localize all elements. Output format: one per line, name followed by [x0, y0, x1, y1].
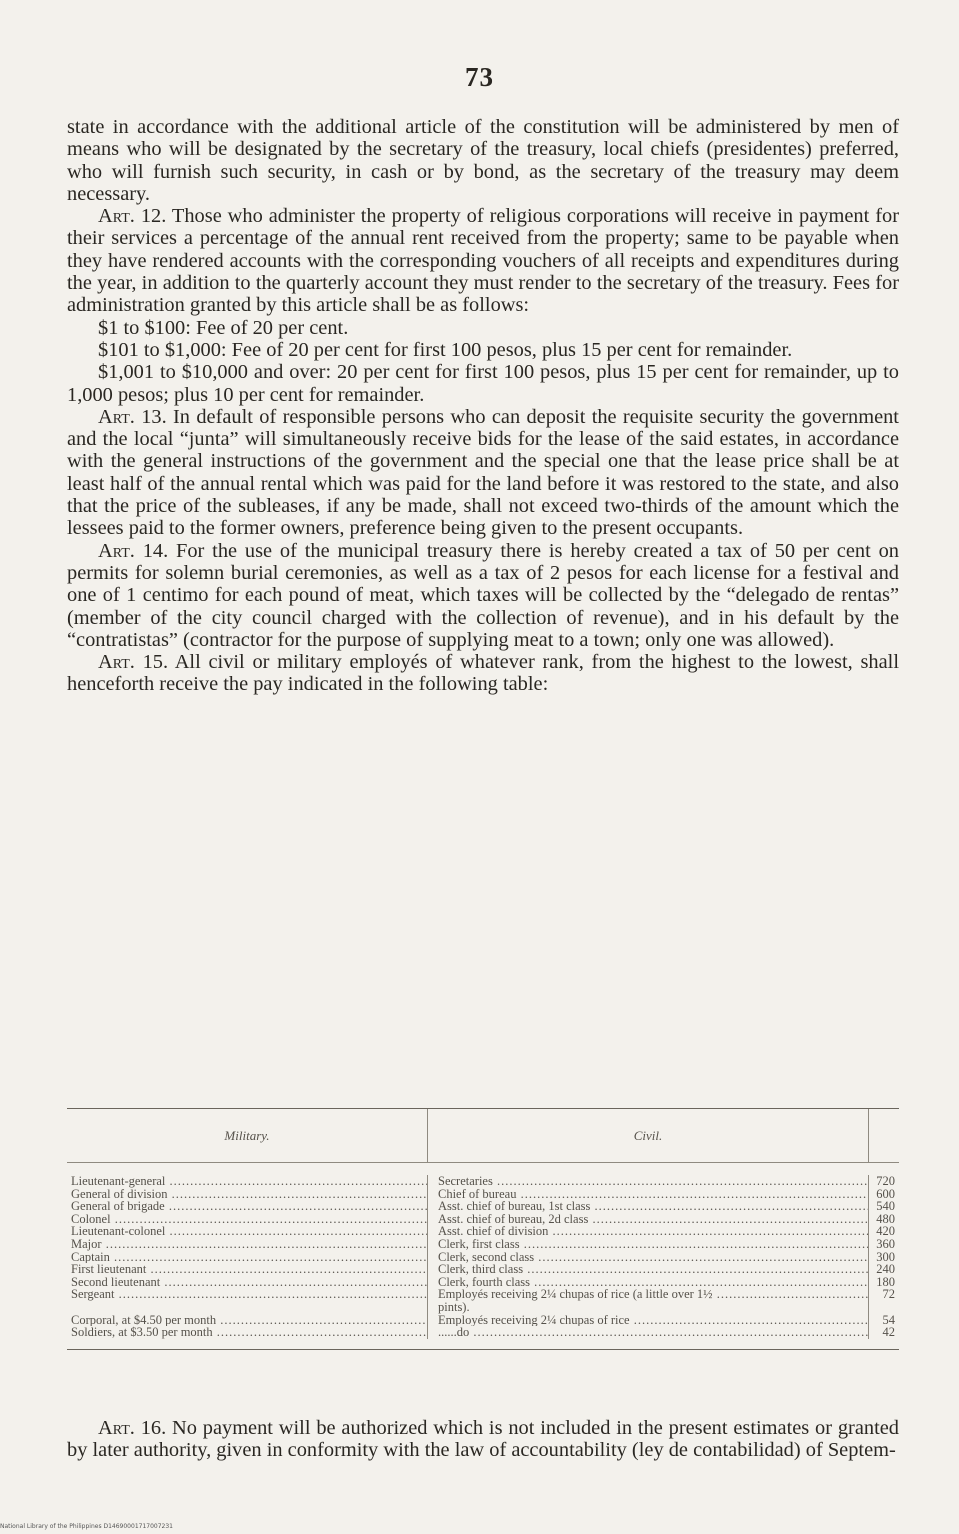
article-label: Art. 14. — [98, 539, 169, 562]
table-cell: Clerk, fourth class ..... — [428, 1276, 868, 1289]
pay-column — [869, 1175, 899, 1339]
header-civil: Civil. — [428, 1109, 869, 1162]
paragraph — [67, 540, 899, 651]
paragraph — [67, 406, 899, 540]
table-cell: Lieutenant-colonel ..... — [67, 1225, 427, 1238]
table-cell: 72 — [882, 1288, 895, 1301]
table-cell: Employés receiving 2¼ chupas of rice ..... — [428, 1314, 868, 1327]
article-text: No payment will be authorized which is not included in the present estimates or granted by later authority, given in conformity with the law of accountability (ley de contabilidad) of Septem- — [67, 1417, 899, 1462]
paragraph-text: For the use of the municipal treasury there is hereby created a tax of 50 per cent on permits for solemn burial ceremonies, as well as a tax of 2 pesos for each license for a festival and one of 1 centimo for each pound of meat, which taxes will be collected by the “delegado de rentas” (member of the city council charged with the collection of revenue), and in his default by the “contratistas” (contractor for the purpose of supplying meat to a town; only one was allowed). — [67, 539, 899, 651]
article-label: Art. 13. — [98, 405, 167, 428]
paragraph — [67, 361, 899, 406]
body-text — [67, 116, 899, 696]
paragraph — [67, 651, 899, 696]
military-column — [67, 1175, 428, 1339]
table-cell: 300 — [876, 1250, 895, 1264]
table-cell: Clerk, first class ..... — [428, 1238, 868, 1251]
closing-paragraph — [67, 1417, 899, 1462]
table-cell: Lieutenant-general ..... — [67, 1175, 427, 1188]
table-cell — [67, 1301, 427, 1314]
table-cell: 540 — [876, 1200, 895, 1213]
paragraph-text: $1,001 to $10,000 and over: 20 per cent for first 100 pesos, plus 15 per cent for remainder, up to 1,000 pesos; plus 10 per cent for remainder. — [67, 361, 899, 406]
table-cell: 420 — [876, 1225, 895, 1238]
table-cell: Corporal, at $4.50 per month ..... — [67, 1314, 427, 1327]
table-cell: Asst. chief of division ..... — [428, 1225, 868, 1238]
table-cell: Captain ..... — [67, 1251, 427, 1264]
table-cell: General of division ..... — [67, 1188, 427, 1201]
civil-column — [428, 1175, 869, 1339]
table-cell: First lieutenant ..... — [67, 1263, 427, 1276]
table-cell: 42 — [882, 1326, 895, 1339]
table-cell: Asst. chief of bureau, 2d class ..... — [428, 1213, 868, 1226]
header-military: Military. — [67, 1109, 428, 1162]
paragraph-text: Those who administer the property of religious corporations will receive in payment for their services a percentage of the annual rent received from the property; same to be payable when they have rendered accounts with the corresponding vouchers of all receipts and expenditures during the year, in addition to the quarterly account they must render to the secretary of the treasury. Fees for administration granted by this article shall be as follows: — [67, 205, 899, 317]
table-cell: 480 — [876, 1212, 895, 1226]
paragraph-text: All civil or military employés of whatever rank, from the highest to the lowest, shall henceforth receive the pay indicated in the following table: — [67, 651, 899, 696]
table-cell: General of brigade ..... — [67, 1200, 427, 1213]
table-cell: Chief of bureau ..... — [428, 1188, 868, 1201]
table-cell: 600 — [876, 1187, 895, 1201]
table-cell: Employés receiving 2¼ chupas of rice (a little over 1½ ..... — [428, 1288, 868, 1301]
table-cell: 180 — [876, 1275, 895, 1289]
table-cell: 360 — [876, 1237, 895, 1251]
paragraph-text: $1 to $100: Fee of 20 per cent. — [98, 316, 349, 339]
table-cell: Soldiers, at $3.50 per month ..... — [67, 1326, 427, 1339]
paragraph — [67, 205, 899, 316]
paragraph — [67, 317, 899, 339]
paragraph-text: $101 to $1,000: Fee of 20 per cent for first 100 pesos, plus 15 per cent for remainder. — [98, 338, 793, 361]
table-cell — [869, 1301, 895, 1314]
paragraph — [67, 116, 899, 205]
paragraph — [67, 339, 899, 361]
table-cell: Asst. chief of bureau, 1st class ..... — [428, 1200, 868, 1213]
table-cell: Colonel ..... — [67, 1213, 427, 1226]
paragraph-text: state in accordance with the additional article of the constitution will be administered by men of means who will be designated by the secretary of the treasury, local chiefs (presidentes) preferred, who will furnish such security, in cash or by bond, as the secretary of the treasury may deem necessary. — [67, 116, 899, 205]
table-cell: Second lieutenant ..... — [67, 1276, 427, 1289]
pay-table-header — [67, 1109, 899, 1163]
page-number: 73 — [465, 62, 494, 92]
table-cell: 54 — [882, 1313, 895, 1327]
table-cell: Major ..... — [67, 1238, 427, 1251]
table-cell: Clerk, third class ..... — [428, 1263, 868, 1276]
table-cell: 720 — [876, 1175, 895, 1188]
table-cell: Sergeant ..... — [67, 1288, 427, 1301]
pay-table-body — [67, 1163, 899, 1349]
article-label: Art. 16. — [98, 1417, 167, 1439]
scan-footer: National Library of the Philippines D14690001717007231 — [0, 1523, 173, 1530]
table-cell: ......do ..... — [428, 1326, 868, 1339]
table-cell: 240 — [876, 1263, 895, 1276]
table-cell: Clerk, second class ..... — [428, 1251, 868, 1264]
article-label: Art. 12. — [98, 205, 167, 228]
pay-table — [67, 1108, 899, 1350]
paragraph-text: In default of responsible persons who can deposit the requisite security the government and the local “junta” will simultaneously receive bids for the lease of the said estates, in accordance with the general instructions of the government and the special one that the lease price shall be at least half of the annual rental which was paid for the land before it was restored to the state, and also that the price of the subleases, if any be made, shall not exceed two-thirds of the amount which the lessees paid to the former owners, preference being given to the present occupants. — [67, 405, 899, 540]
table-cell: Secretaries ..... — [428, 1175, 868, 1188]
article-label: Art. 15. — [98, 651, 169, 674]
table-cell: pints). — [438, 1300, 470, 1314]
